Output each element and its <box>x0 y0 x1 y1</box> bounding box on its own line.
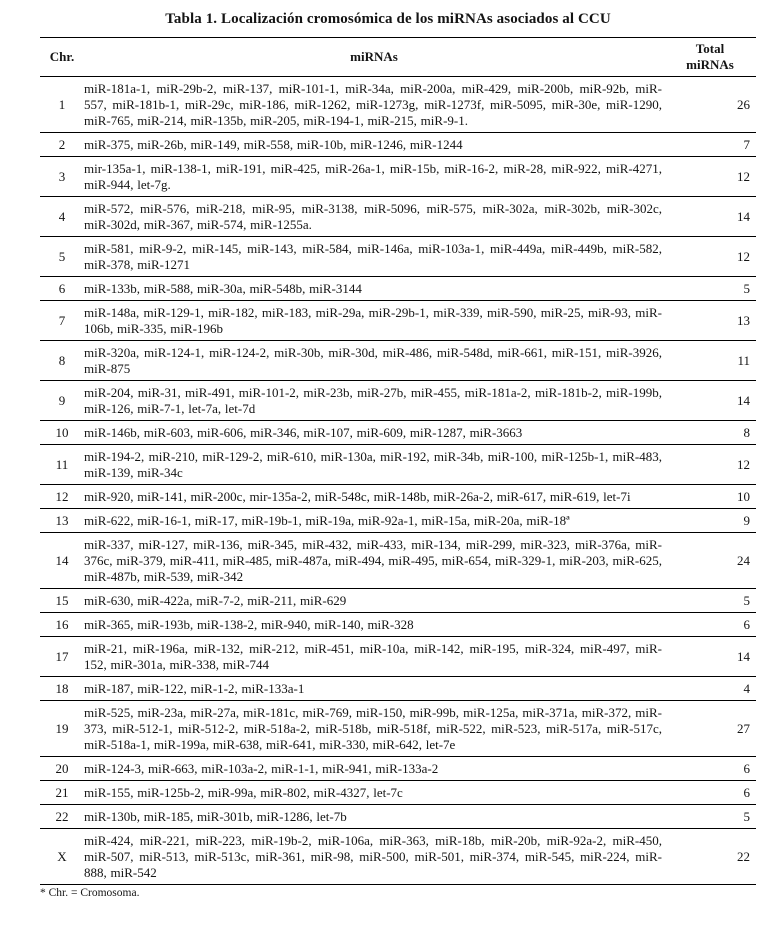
total-cell: 6 <box>664 613 756 637</box>
table-row <box>40 77 756 133</box>
total-cell: 4 <box>664 677 756 701</box>
total-cell: 27 <box>664 701 756 757</box>
chr-cell: 5 <box>40 237 84 277</box>
total-cell: 14 <box>664 381 756 421</box>
mirnas-cell: miR-622, miR-16-1, miR-17, miR-19b-1, miR-19a, miR-92a-1, miR-15a, miR-20a, miR-18ª <box>84 509 664 533</box>
total-cell: 24 <box>664 533 756 589</box>
mirnas-cell: miR-204, miR-31, miR-491, miR-101-2, miR-23b, miR-27b, miR-455, miR-181a-2, miR-181b-2, miR-199b, miR-126, miR-7-1, let-7a, let-7d <box>84 381 664 421</box>
total-cell: 12 <box>664 445 756 485</box>
table-row <box>40 485 756 509</box>
mirnas-cell: miR-21, miR-196a, miR-132, miR-212, miR-451, miR-10a, miR-142, miR-195, miR-324, miR-497, miR-152, miR-301a, miR-338, miR-744 <box>84 637 664 677</box>
table-row <box>40 829 756 885</box>
total-cell: 7 <box>664 133 756 157</box>
total-cell: 9 <box>664 509 756 533</box>
total-cell: 10 <box>664 485 756 509</box>
total-cell: 12 <box>664 237 756 277</box>
total-cell: 11 <box>664 341 756 381</box>
total-cell: 12 <box>664 157 756 197</box>
header-total-mirnas <box>664 38 756 77</box>
table-row <box>40 677 756 701</box>
chr-cell: 4 <box>40 197 84 237</box>
mirnas-cell: miR-581, miR-9-2, miR-145, miR-143, miR-584, miR-146a, miR-103a-1, miR-449a, miR-449b, miR-582, miR-378, miR-1271 <box>84 237 664 277</box>
chr-cell: 19 <box>40 701 84 757</box>
chr-cell: 11 <box>40 445 84 485</box>
chr-cell: 12 <box>40 485 84 509</box>
mirnas-cell: miR-187, miR-122, miR-1-2, miR-133a-1 <box>84 677 664 701</box>
mirnas-cell: miR-920, miR-141, miR-200c, mir-135a-2, miR-548c, miR-148b, miR-26a-2, miR-617, miR-619, let-7i <box>84 485 664 509</box>
chr-cell: 21 <box>40 781 84 805</box>
chr-cell: 13 <box>40 509 84 533</box>
mirnas-cell: miR-572, miR-576, miR-218, miR-95, miR-3138, miR-5096, miR-575, miR-302a, miR-302b, miR-302c, miR-302d, miR-367, miR-574, miR-1255a. <box>84 197 664 237</box>
table-row <box>40 157 756 197</box>
table-row <box>40 613 756 637</box>
total-cell: 5 <box>664 277 756 301</box>
table-row <box>40 533 756 589</box>
total-cell: 5 <box>664 589 756 613</box>
chr-cell: 8 <box>40 341 84 381</box>
chr-cell: 18 <box>40 677 84 701</box>
chr-cell: 22 <box>40 805 84 829</box>
table-row <box>40 277 756 301</box>
table-row <box>40 197 756 237</box>
table-row <box>40 445 756 485</box>
chr-cell: 20 <box>40 757 84 781</box>
total-cell: 6 <box>664 757 756 781</box>
chr-cell: 15 <box>40 589 84 613</box>
table-footnote: * Chr. = Cromosoma. <box>40 887 140 899</box>
total-cell: 13 <box>664 301 756 341</box>
table-row <box>40 509 756 533</box>
mirnas-cell: miR-155, miR-125b-2, miR-99a, miR-802, miR-4327, let-7c <box>84 781 664 805</box>
chr-cell: 3 <box>40 157 84 197</box>
mirnas-cell: miR-320a, miR-124-1, miR-124-2, miR-30b, miR-30d, miR-486, miR-548d, miR-661, miR-151, miR-3926, miR-875 <box>84 341 664 381</box>
table-row <box>40 381 756 421</box>
total-cell: 14 <box>664 197 756 237</box>
chr-cell: 10 <box>40 421 84 445</box>
mirnas-cell: miR-525, miR-23a, miR-27a, miR-181c, miR-769, miR-150, miR-99b, miR-125a, miR-371a, miR-372, miR-373, miR-512-1, miR-512-2, miR-518a-2, miR-518b, miR-518f, miR-522, miR-523, miR-517a, miR-517c, miR-518a-1, miR-199a, miR-638, miR-641, miR-330, miR-642, let-7e <box>84 701 664 757</box>
mirnas-cell: miR-375, miR-26b, miR-149, miR-558, miR-10b, miR-1246, miR-1244 <box>84 133 664 157</box>
mirna-localization-table <box>40 37 756 885</box>
mirnas-cell: miR-146b, miR-603, miR-606, miR-346, miR-107, miR-609, miR-1287, miR-3663 <box>84 421 664 445</box>
table-header <box>40 38 756 77</box>
chr-cell: X <box>40 829 84 885</box>
header-total-mirnas-label: Total miRNAs <box>686 41 734 72</box>
mirnas-cell: miR-130b, miR-185, miR-301b, miR-1286, let-7b <box>84 805 664 829</box>
total-cell: 14 <box>664 637 756 677</box>
mirnas-cell: miR-124-3, miR-663, miR-103a-2, miR-1-1, miR-941, miR-133a-2 <box>84 757 664 781</box>
chr-cell: 16 <box>40 613 84 637</box>
chr-cell: 17 <box>40 637 84 677</box>
mirnas-cell: miR-365, miR-193b, miR-138-2, miR-940, miR-140, miR-328 <box>84 613 664 637</box>
chr-cell: 14 <box>40 533 84 589</box>
chr-cell: 6 <box>40 277 84 301</box>
table-row <box>40 301 756 341</box>
table-row <box>40 237 756 277</box>
total-cell: 22 <box>664 829 756 885</box>
table-body <box>40 77 756 885</box>
total-cell: 8 <box>664 421 756 445</box>
header-row <box>40 38 756 77</box>
table-title: Tabla 1. Localización cromosómica de los miRNAs asociados al CCU <box>165 11 611 27</box>
mirnas-cell: miR-337, miR-127, miR-136, miR-345, miR-432, miR-433, miR-134, miR-299, miR-323, miR-376a, miR-376c, miR-379, miR-411, miR-485, miR-487a, miR-494, miR-495, miR-654, miR-329-1, miR-203, miR-625, miR-487b, miR-539, miR-342 <box>84 533 664 589</box>
total-cell: 6 <box>664 781 756 805</box>
table-row <box>40 805 756 829</box>
table-row <box>40 133 756 157</box>
chr-cell: 9 <box>40 381 84 421</box>
table-row <box>40 701 756 757</box>
mirnas-cell: miR-194-2, miR-210, miR-129-2, miR-610, miR-130a, miR-192, miR-34b, miR-100, miR-125b-1, miR-483, miR-139, miR-34c <box>84 445 664 485</box>
mirnas-cell: miR-148a, miR-129-1, miR-182, miR-183, miR-29a, miR-29b-1, miR-339, miR-590, miR-25, miR-93, miR-106b, miR-335, miR-196b <box>84 301 664 341</box>
total-cell: 26 <box>664 77 756 133</box>
table-row <box>40 757 756 781</box>
chr-cell: 2 <box>40 133 84 157</box>
chr-cell: 1 <box>40 77 84 133</box>
header-mirnas: miRNAs <box>84 38 664 77</box>
table-row <box>40 341 756 381</box>
table-row <box>40 781 756 805</box>
table-row <box>40 421 756 445</box>
header-chr: Chr. <box>40 38 84 77</box>
mirnas-cell: miR-424, miR-221, miR-223, miR-19b-2, miR-106a, miR-363, miR-18b, miR-20b, miR-92a-2, miR-450, miR-507, miR-513, miR-513c, miR-361, miR-98, miR-500, miR-501, miR-374, miR-545, miR-224, miR-888, miR-542 <box>84 829 664 885</box>
mirnas-cell: miR-133b, miR-588, miR-30a, miR-548b, miR-3144 <box>84 277 664 301</box>
mirnas-cell: miR-630, miR-422a, miR-7-2, miR-211, miR-629 <box>84 589 664 613</box>
mirnas-cell: miR-181a-1, miR-29b-2, miR-137, miR-101-1, miR-34a, miR-200a, miR-429, miR-200b, miR-92b, miR-557, miR-181b-1, miR-29c, miR-186, miR-1262, miR-1273g, miR-1273f, miR-5095, miR-30e, miR-1290, miR-765, miR-214, miR-135b, miR-205, miR-194-1, miR-215, miR-9-1. <box>84 77 664 133</box>
total-cell: 5 <box>664 805 756 829</box>
chr-cell: 7 <box>40 301 84 341</box>
table-row <box>40 637 756 677</box>
table-row <box>40 589 756 613</box>
mirnas-cell: mir-135a-1, miR-138-1, miR-191, miR-425, miR-26a-1, miR-15b, miR-16-2, miR-28, miR-922, miR-4271, miR-944, let-7g. <box>84 157 664 197</box>
